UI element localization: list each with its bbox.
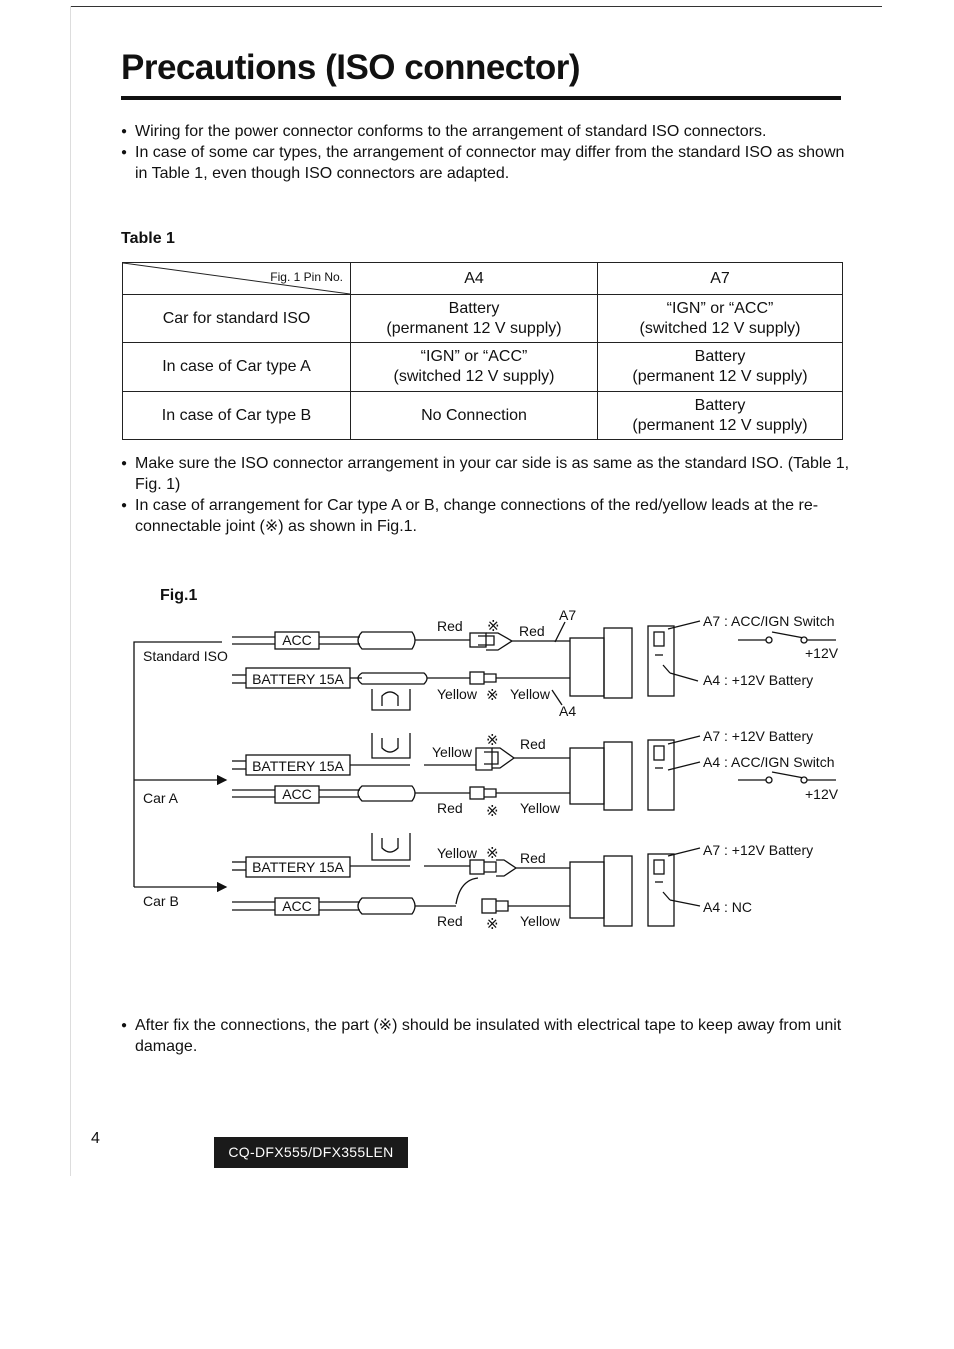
cell-a4: “IGN” or “ACC” (switched 12 V supply) [351, 343, 598, 392]
iso-connector [570, 638, 604, 696]
legend-line: +12V [805, 786, 839, 802]
legend-line: A4 : ACC/IGN Switch [703, 754, 835, 770]
switch-lever [772, 772, 804, 778]
fuse-holder [372, 733, 410, 758]
wire-label: Red [520, 736, 546, 752]
joint-plug [492, 748, 514, 768]
wire-label: Yellow [520, 913, 560, 929]
section-label-standard-iso: Standard ISO [143, 648, 228, 664]
pin-label: A4 [559, 703, 577, 719]
legend-line: A7 : +12V Battery [703, 728, 814, 744]
legend-line: A7 : +12V Battery [703, 842, 814, 858]
page-title: Precautions (ISO connector) [121, 48, 581, 87]
cell-a4: No Connection [351, 392, 598, 440]
wire-label: Yellow [510, 686, 550, 702]
wire-sleeve [358, 632, 415, 649]
model-badge: CQ-DFX555/DFX355LEN [214, 1137, 408, 1168]
intro-bullet-1: ● Wiring for the power connector conforms to the arrangement of standard ISO connectors. [121, 121, 851, 142]
left-margin-rule [70, 6, 71, 1176]
cell-a7: Battery (permanent 12 V supply) [598, 392, 843, 440]
connector-pinout [648, 626, 674, 696]
legend-line: +12V [805, 645, 839, 661]
wire-label: Yellow [520, 800, 560, 816]
wiring-diagram [0, 600, 954, 940]
table-row [123, 392, 843, 440]
loose-lead [456, 878, 478, 904]
intro-bullets [121, 121, 851, 184]
fuse-label: ACC [282, 632, 312, 648]
cell-a7: Battery (permanent 12 V supply) [598, 343, 843, 392]
wire-label: Red [437, 913, 463, 929]
pin-pointer [555, 622, 565, 642]
section-label-car-a: Car A [143, 790, 179, 806]
title-underline [121, 96, 841, 100]
switch-contact [766, 777, 772, 783]
wire-label: Red [437, 800, 463, 816]
iso-pin-table [122, 262, 843, 440]
intro-bullet-2: ● In case of some car types, the arrangement of connector may differ from the standard ISO as shown in Table 1, even though ISO connectors are adapted. [121, 142, 851, 184]
joint-mark: ※ [486, 687, 499, 704]
switch-lever [772, 632, 804, 638]
fuse-label: BATTERY 15A [252, 758, 344, 774]
fuse-label: ACC [282, 898, 312, 914]
connector-pinout [648, 740, 674, 810]
middle-bullet-1: ● Make sure the ISO connector arrangement in your car side is as same as the standard ISO. (Table 1, Fig. 1) [121, 453, 851, 495]
corner-label: Fig. 1 Pin No. [270, 270, 343, 284]
col-header-a7: A7 [598, 263, 843, 295]
section-bracket [134, 642, 222, 887]
joint-mark: ※ [486, 803, 499, 820]
wire-label: Yellow [437, 845, 477, 861]
switch-contact [766, 637, 772, 643]
fuse-label: BATTERY 15A [252, 859, 344, 875]
page-number: 4 [91, 1130, 100, 1147]
joint-plug [496, 860, 516, 876]
wire-label: Yellow [432, 744, 472, 760]
row-name: In case of Car type B [123, 392, 351, 440]
joint-mark: ※ [486, 845, 499, 862]
fuse-holder [372, 833, 410, 860]
final-bullet: ● After fix the connections, the part (※) should be insulated with electrical tape to keep away from unit damage. [121, 1015, 851, 1057]
table-row [123, 295, 843, 343]
legend-line: A7 : ACC/IGN Switch [703, 613, 835, 629]
section-label-car-b: Car B [143, 893, 179, 909]
joint-mark: ※ [487, 618, 500, 635]
figure-label: Fig.1 [160, 587, 198, 604]
col-header-a4: A4 [351, 263, 598, 295]
fuse-label: ACC [282, 786, 312, 802]
pin-label: A7 [559, 607, 577, 623]
wire-label: Red [437, 618, 463, 634]
fuse-label: BATTERY 15A [252, 671, 344, 687]
cell-a7: “IGN” or “ACC” (switched 12 V supply) [598, 295, 843, 343]
top-rule [70, 6, 882, 7]
middle-bullets [121, 453, 851, 537]
connector-pinout [648, 854, 674, 926]
iso-connector [570, 862, 604, 918]
final-bullet-block [121, 1015, 851, 1057]
middle-bullet-2: ● In case of arrangement for Car type A or B, change connections of the red/yellow leads at the re-connectable joint (※) as shown in Fig.1. [121, 495, 851, 537]
table-label: Table 1 [121, 230, 175, 247]
legend-line: A4 : +12V Battery [703, 672, 814, 688]
row-name: Car for standard ISO [123, 295, 351, 343]
table-corner-cell [123, 263, 351, 295]
wire-label: Yellow [437, 686, 477, 702]
cell-a4: Battery (permanent 12 V supply) [351, 295, 598, 343]
joint-mark: ※ [486, 916, 499, 933]
legend-line: A4 : NC [703, 899, 753, 915]
row-name: In case of Car type A [123, 343, 351, 392]
joint-mark: ※ [486, 732, 499, 749]
wire-label: Red [519, 623, 545, 639]
wire-label: Red [520, 850, 546, 866]
table-row [123, 343, 843, 392]
iso-connector [570, 748, 604, 804]
